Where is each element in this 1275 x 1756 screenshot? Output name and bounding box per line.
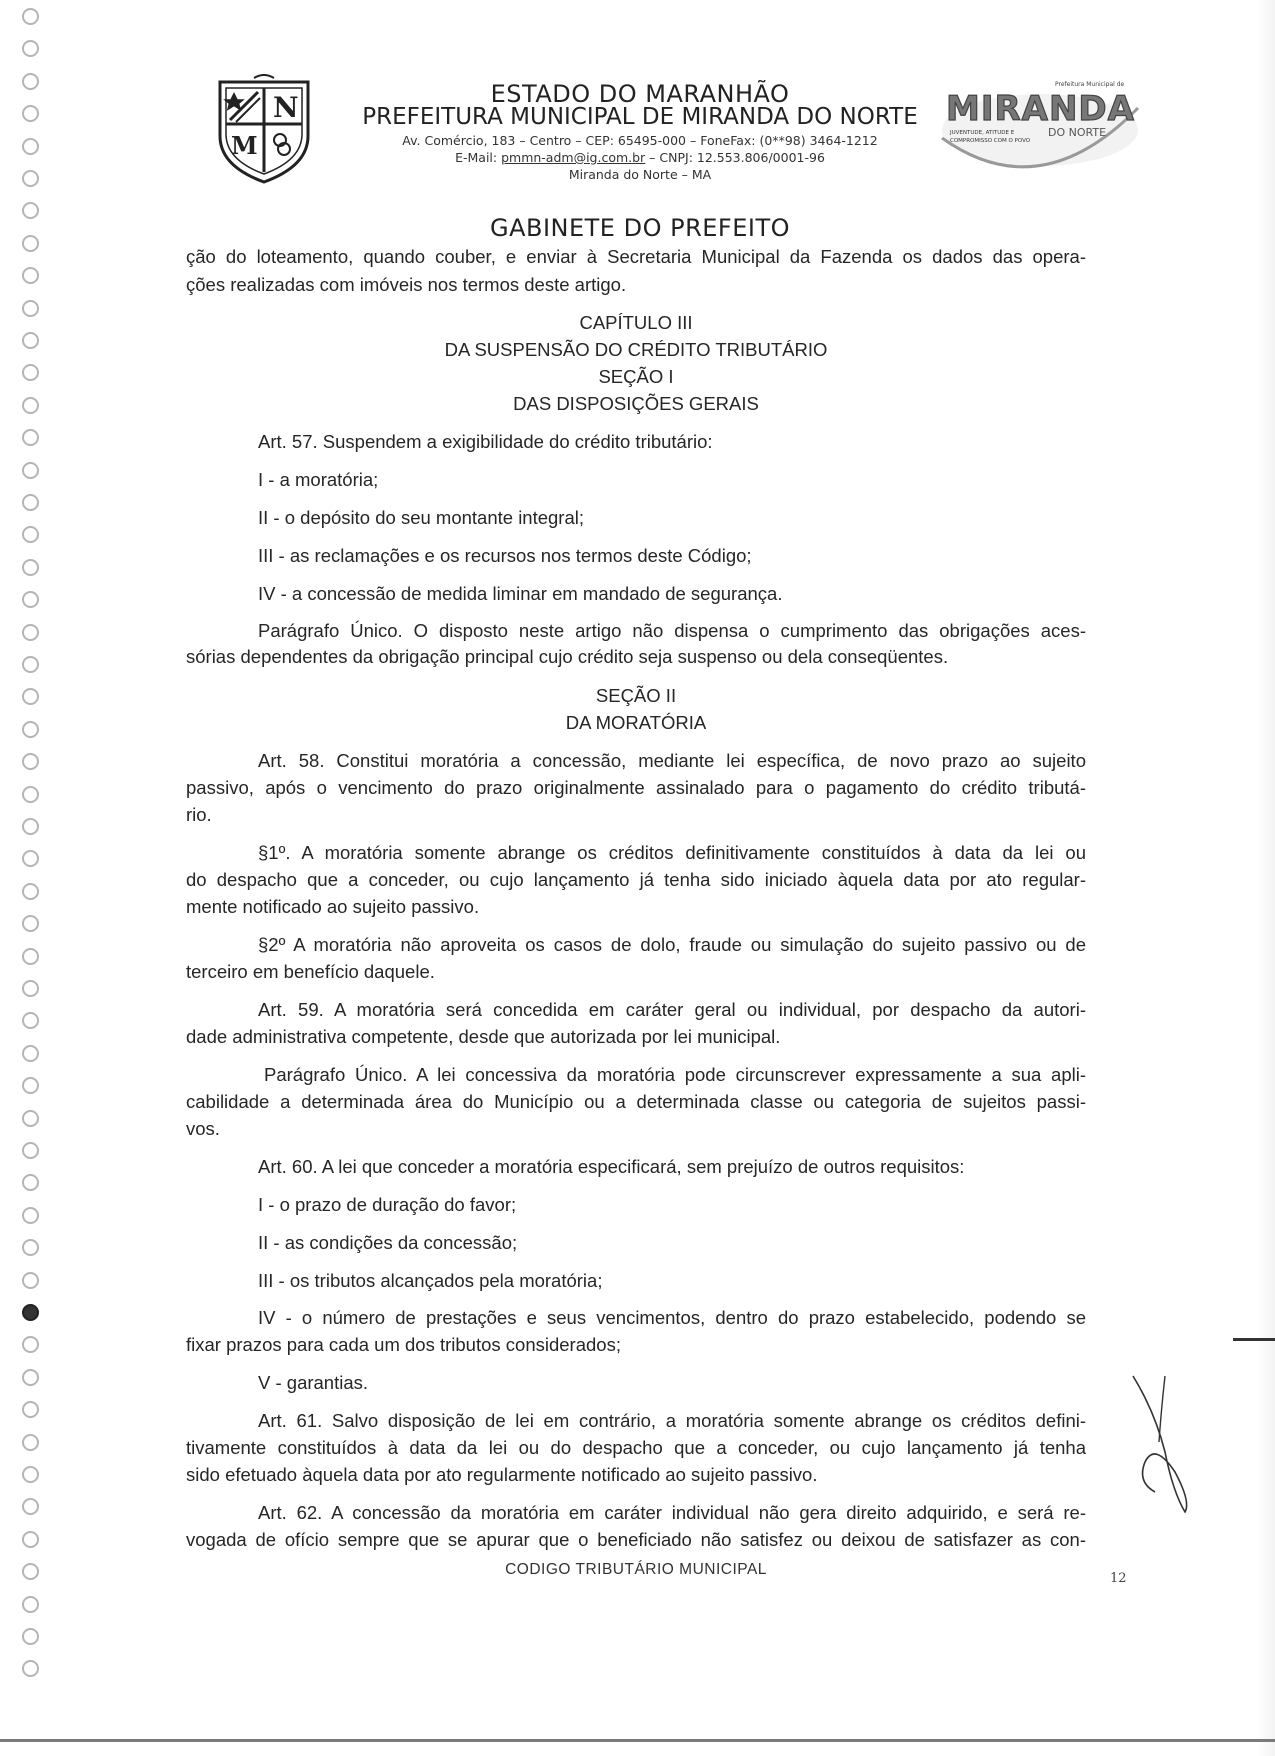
binding-ring bbox=[22, 300, 39, 317]
section-heading: SEÇÃO I bbox=[598, 366, 674, 387]
paragraph-line: ção do loteamento, quando couber, e enviar à Secretaria Municipal da Fazenda os dados das opera- bbox=[186, 246, 1086, 267]
binding-ring bbox=[22, 235, 39, 252]
paragraph-line: dade administrativa competente, desde que autorizada por lei municipal. bbox=[186, 1026, 781, 1047]
paragraph-line: Parágrafo Único. O disposto neste artigo não dispensa o cumprimento das obrigações aces- bbox=[258, 620, 1086, 641]
paragraph-line: §2º A moratória não aproveita os casos de dolo, fraude ou simulação do sujeito passivo ou de bbox=[258, 934, 1086, 955]
binding-ring bbox=[22, 1174, 39, 1191]
binding-ring bbox=[22, 332, 39, 349]
article-item: II - as condições da concessão; bbox=[258, 1232, 518, 1253]
binding-ring bbox=[22, 948, 39, 965]
binding-ring bbox=[22, 397, 39, 414]
paragraph-line: Art. 62. A concessão da moratória em caráter individual não gera direito adquirido, e será re- bbox=[258, 1502, 1086, 1523]
paragraph-line: mente notificado ao sujeito passivo. bbox=[186, 896, 480, 917]
prefecture-contact bbox=[300, 150, 980, 165]
office-title: GABINETE DO PREFEITO bbox=[489, 214, 791, 242]
paragraph-line: ções realizadas com imóveis nos termos deste artigo. bbox=[186, 274, 627, 295]
chapter-heading: CAPÍTULO III bbox=[579, 312, 693, 333]
section-heading: SEÇÃO II bbox=[595, 685, 677, 706]
binding-ring bbox=[22, 494, 39, 511]
paragraph-line: do despacho que a conceder, ou cujo lançamento já tenha sido iniciado àquela data por ato regular- bbox=[186, 869, 1086, 890]
article-text: Art. 57. Suspendem a exigibilidade do crédito tributário: bbox=[258, 431, 713, 452]
bottom-edge-line bbox=[0, 1739, 1275, 1742]
binding-ring bbox=[22, 624, 39, 641]
article-item: I - o prazo de duração do favor; bbox=[258, 1194, 517, 1215]
edge-mark bbox=[1233, 1338, 1275, 1341]
crest-letter-n: N bbox=[273, 91, 299, 124]
paragraph-line: passivo, após o vencimento do prazo originalmente assinalado para o pagamento do crédito tributá- bbox=[186, 777, 1086, 798]
paragraph-line: Art. 61. Salvo disposição de lei em contrário, a moratória somente abrange os créditos defini- bbox=[258, 1410, 1086, 1431]
paragraph-line: IV - o número de prestações e seus vencimentos, dentro do prazo estabelecido, podendo se bbox=[258, 1307, 1086, 1328]
binding-ring bbox=[22, 1563, 39, 1580]
paragraph-line: §1º. A moratória somente abrange os créditos definitivamente constituídos à data da lei ou bbox=[258, 842, 1086, 863]
binding-ring bbox=[22, 1336, 39, 1353]
article-item: IV - a concessão de medida liminar em mandado de segurança. bbox=[258, 583, 783, 604]
binding-ring bbox=[22, 688, 39, 705]
binding-ring bbox=[22, 591, 39, 608]
paragraph-line: tivamente constituídos à data da lei ou do despacho que a conceder, ou cujo lançamento já tenha bbox=[186, 1437, 1086, 1458]
binding-ring bbox=[22, 721, 39, 738]
binding-ring bbox=[22, 1369, 39, 1386]
article-text: Art. 60. A lei que conceder a moratória especificará, sem prejuízo de outros requisitos: bbox=[258, 1156, 965, 1177]
binding-ring bbox=[22, 1110, 39, 1127]
section-title: DA MORATÓRIA bbox=[565, 712, 707, 733]
binding-ring bbox=[22, 1304, 39, 1321]
page-number: 12 bbox=[1110, 1571, 1127, 1586]
state-name: ESTADO DO MARANHÃO bbox=[490, 80, 790, 108]
spiral-binding bbox=[22, 0, 48, 1756]
prefecture-city: Miranda do Norte – MA bbox=[568, 167, 712, 182]
document-footer: CODIGO TRIBUTÁRIO MUNICIPAL bbox=[505, 1561, 767, 1578]
handwritten-signature-icon bbox=[1125, 1372, 1195, 1522]
crest-letter-m: M bbox=[231, 131, 258, 160]
section-title: DAS DISPOSIÇÕES GERAIS bbox=[513, 393, 759, 414]
binding-ring bbox=[22, 1207, 39, 1224]
binding-ring bbox=[22, 364, 39, 381]
paragraph-line: Parágrafo Único. A lei concessiva da moratória pode circunscrever expressamente a sua apli- bbox=[264, 1064, 1086, 1085]
page-edge-shadow bbox=[1257, 0, 1275, 1756]
article-item: V - garantias. bbox=[258, 1372, 369, 1393]
logo-slogan-2: COMPROMISSO COM O POVO bbox=[950, 138, 1031, 144]
binding-ring bbox=[22, 915, 39, 932]
binding-ring bbox=[22, 1596, 39, 1613]
logo-name: MIRANDA bbox=[946, 89, 1135, 129]
article-item: III - os tributos alcançados pela moratória; bbox=[258, 1270, 603, 1291]
paragraph-line: Art. 59. A moratória será concedida em caráter geral ou individual, por despacho da autori- bbox=[258, 999, 1086, 1020]
binding-ring bbox=[22, 1660, 39, 1677]
binding-ring bbox=[22, 559, 39, 576]
binding-ring bbox=[22, 1531, 39, 1548]
binding-ring bbox=[22, 818, 39, 835]
paragraph-line: sido efetuado àquela data por ato regularmente notificado ao sujeito passivo. bbox=[186, 1464, 818, 1485]
paragraph-line: fixar prazos para cada um dos tributos considerados; bbox=[186, 1334, 621, 1355]
binding-ring bbox=[22, 1498, 39, 1515]
logo-sub: DO NORTE bbox=[1048, 126, 1107, 139]
municipal-crest-icon bbox=[214, 74, 314, 184]
paragraph-line: vos. bbox=[186, 1118, 220, 1139]
binding-ring bbox=[22, 980, 39, 997]
binding-ring bbox=[22, 462, 39, 479]
binding-ring bbox=[22, 267, 39, 284]
article-item: III - as reclamações e os recursos nos termos deste Código; bbox=[258, 545, 752, 566]
paragraph-line: vogada de ofício sempre que se apurar que o beneficiado não satisfez ou deixou de satisfazer as con- bbox=[186, 1529, 1086, 1550]
paragraph-line: Art. 58. Constitui moratória a concessão, mediante lei específica, de novo prazo ao sujeito bbox=[258, 750, 1086, 771]
binding-ring bbox=[22, 1142, 39, 1159]
binding-ring bbox=[22, 1401, 39, 1418]
paragraph-line: terceiro em benefício daquele. bbox=[186, 961, 435, 982]
binding-ring bbox=[22, 1045, 39, 1062]
binding-ring bbox=[22, 656, 39, 673]
binding-ring bbox=[22, 753, 39, 770]
miranda-logo-icon bbox=[940, 78, 1140, 174]
binding-ring bbox=[22, 1628, 39, 1645]
binding-ring bbox=[22, 1239, 39, 1256]
paragraph-line: rio. bbox=[186, 804, 212, 825]
article-item: I - a moratória; bbox=[258, 469, 379, 490]
binding-ring bbox=[22, 1434, 39, 1451]
chapter-title: DA SUSPENSÃO DO CRÉDITO TRIBUTÁRIO bbox=[444, 339, 828, 360]
binding-ring bbox=[22, 429, 39, 446]
letterhead bbox=[0, 0, 1275, 242]
logo-slogan-1: JUVENTUDE, ATITUDE E bbox=[950, 130, 1015, 136]
binding-ring bbox=[22, 850, 39, 867]
binding-ring bbox=[22, 1077, 39, 1094]
paragraph-line: cabilidade a determinada área do Município ou a determinada classe ou categoria de sujeitos passi- bbox=[186, 1091, 1086, 1112]
prefecture-address: Av. Comércio, 183 – Centro – CEP: 65495-000 – FoneFax: (0**98) 3464-1212 bbox=[402, 133, 878, 148]
binding-ring bbox=[22, 1466, 39, 1483]
binding-ring bbox=[22, 786, 39, 803]
binding-ring bbox=[22, 526, 39, 543]
article-item: II - o depósito do seu montante integral; bbox=[258, 507, 585, 528]
email-link[interactable]: pmmn-adm@ig.com.br bbox=[501, 150, 646, 165]
paragraph-line: sórias dependentes da obrigação principal cujo crédito seja suspenso ou dela conseqüentes. bbox=[186, 646, 949, 667]
binding-ring bbox=[22, 883, 39, 900]
logo-top-text: Prefeitura Municipal de bbox=[1055, 81, 1125, 88]
prefecture-name: PREFEITURA MUNICIPAL DE MIRANDA DO NORTE bbox=[362, 104, 918, 130]
binding-ring bbox=[22, 1272, 39, 1289]
cnpj-text: – CNPJ: 12.553.806/0001-96 bbox=[645, 150, 825, 165]
email-label: E-Mail: bbox=[455, 150, 502, 165]
binding-ring bbox=[22, 1012, 39, 1029]
